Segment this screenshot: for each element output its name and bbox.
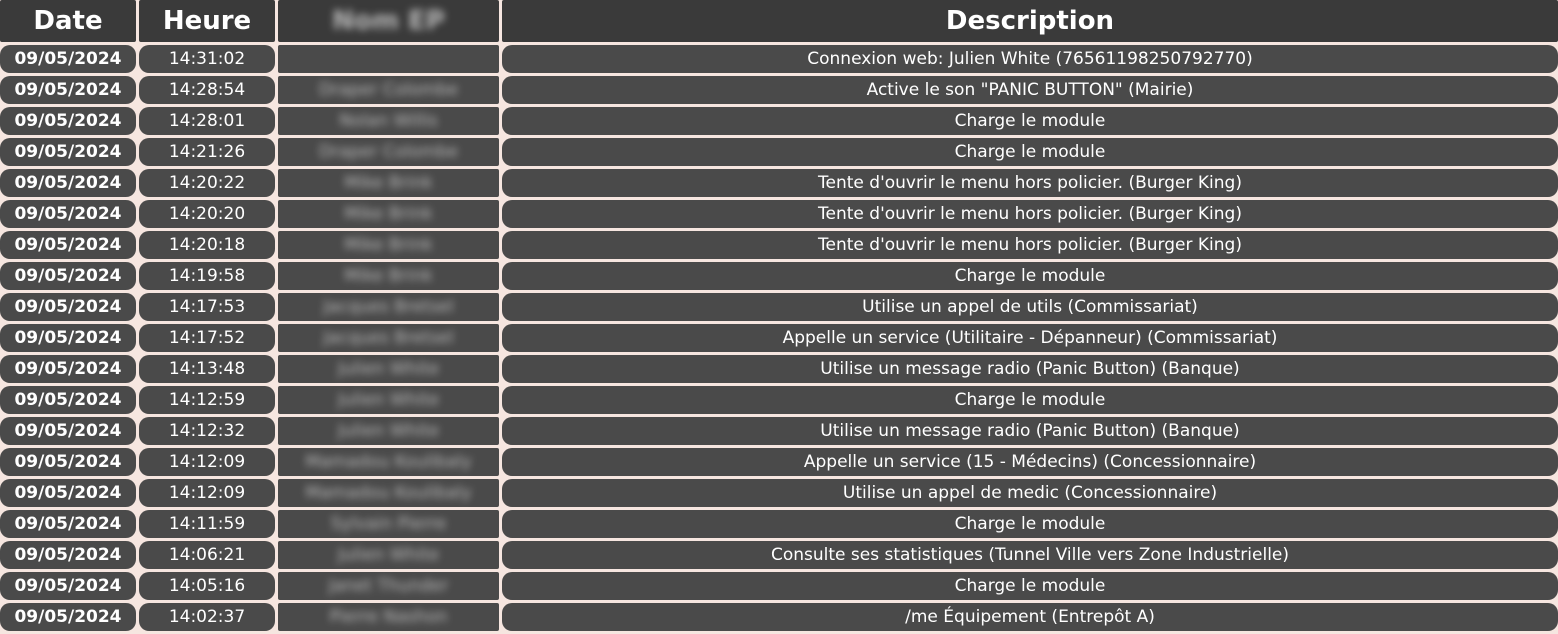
cell-name-redacted: Julien White <box>337 359 440 379</box>
cell-date: 09/05/2024 <box>0 76 136 104</box>
cell-description: Charge le module <box>502 510 1558 538</box>
cell-time: 14:12:59 <box>139 386 275 414</box>
cell-name <box>278 45 499 73</box>
table-row[interactable] <box>0 107 1558 135</box>
cell-time: 14:19:58 <box>139 262 275 290</box>
table-row[interactable] <box>0 169 1558 197</box>
table-row[interactable] <box>0 231 1558 259</box>
cell-name-redacted: Sylvain Pierre <box>330 514 447 534</box>
cell-description: Connexion web: Julien White (76561198250792770) <box>502 45 1558 73</box>
cell-description: Utilise un message radio (Panic Button) (Banque) <box>502 355 1558 383</box>
cell-name-redacted: Mamadou Koulibaly <box>305 483 472 503</box>
cell-description: Charge le module <box>502 138 1558 166</box>
cell-name <box>278 448 499 476</box>
cell-time: 14:28:01 <box>139 107 275 135</box>
cell-name <box>278 572 499 600</box>
cell-name-redacted: Julien White <box>337 421 440 441</box>
cell-date: 09/05/2024 <box>0 479 136 507</box>
cell-description: Appelle un service (Utilitaire - Dépanneur) (Commissariat) <box>502 324 1558 352</box>
cell-description: Utilise un appel de medic (Concessionnaire) <box>502 479 1558 507</box>
cell-date: 09/05/2024 <box>0 107 136 135</box>
cell-date: 09/05/2024 <box>0 45 136 73</box>
column-header-name-label: Nom EP <box>332 6 445 36</box>
column-header-date[interactable]: Date <box>0 0 136 42</box>
table-row[interactable] <box>0 262 1558 290</box>
cell-description: Tente d'ouvrir le menu hors policier. (Burger King) <box>502 231 1558 259</box>
cell-name <box>278 355 499 383</box>
table-row[interactable] <box>0 603 1558 631</box>
column-header-time[interactable]: Heure <box>139 0 275 42</box>
cell-name-redacted: Pierre Nashon <box>329 607 448 627</box>
table-row[interactable] <box>0 479 1558 507</box>
cell-name-redacted: Mamadou Koulibaly <box>305 452 472 472</box>
cell-time: 14:17:53 <box>139 293 275 321</box>
cell-date: 09/05/2024 <box>0 231 136 259</box>
cell-name <box>278 138 499 166</box>
cell-date: 09/05/2024 <box>0 262 136 290</box>
cell-time: 14:31:02 <box>139 45 275 73</box>
cell-time: 14:28:54 <box>139 76 275 104</box>
cell-name <box>278 293 499 321</box>
cell-description: Charge le module <box>502 262 1558 290</box>
cell-name <box>278 107 499 135</box>
table-row[interactable] <box>0 76 1558 104</box>
cell-date: 09/05/2024 <box>0 448 136 476</box>
cell-time: 14:12:32 <box>139 417 275 445</box>
cell-description: Utilise un message radio (Panic Button) (Banque) <box>502 417 1558 445</box>
cell-time: 14:12:09 <box>139 448 275 476</box>
cell-time: 14:20:20 <box>139 200 275 228</box>
cell-description: /me Équipement (Entrepôt A) <box>502 603 1558 631</box>
cell-name-redacted: Mike Brink <box>344 173 433 193</box>
cell-date: 09/05/2024 <box>0 200 136 228</box>
cell-description: Charge le module <box>502 572 1558 600</box>
table-row[interactable] <box>0 448 1558 476</box>
table-row[interactable] <box>0 138 1558 166</box>
table-row[interactable] <box>0 324 1558 352</box>
cell-time: 14:06:21 <box>139 541 275 569</box>
table-row[interactable] <box>0 417 1558 445</box>
cell-description: Utilise un appel de utils (Commissariat) <box>502 293 1558 321</box>
cell-description: Charge le module <box>502 107 1558 135</box>
cell-time: 14:21:26 <box>139 138 275 166</box>
cell-name <box>278 541 499 569</box>
cell-time: 14:20:18 <box>139 231 275 259</box>
cell-name <box>278 262 499 290</box>
cell-description: Tente d'ouvrir le menu hors policier. (Burger King) <box>502 169 1558 197</box>
column-header-name[interactable] <box>278 0 499 42</box>
cell-name <box>278 479 499 507</box>
cell-date: 09/05/2024 <box>0 603 136 631</box>
column-header-description[interactable]: Description <box>502 0 1558 42</box>
cell-name-redacted: Julien White <box>337 390 440 410</box>
cell-date: 09/05/2024 <box>0 293 136 321</box>
cell-name-redacted: Mike Brink <box>344 235 433 255</box>
cell-time: 14:05:16 <box>139 572 275 600</box>
cell-description: Consulte ses statistiques (Tunnel Ville vers Zone Industrielle) <box>502 541 1558 569</box>
cell-name-redacted: Nolan Willis <box>339 111 438 131</box>
cell-description: Active le son "PANIC BUTTON" (Mairie) <box>502 76 1558 104</box>
cell-date: 09/05/2024 <box>0 355 136 383</box>
cell-name-redacted: Jacques Bretsel <box>323 328 454 348</box>
table-header <box>0 0 1558 42</box>
cell-name-redacted: Janet Thunder <box>328 576 449 596</box>
cell-date: 09/05/2024 <box>0 572 136 600</box>
cell-time: 14:02:37 <box>139 603 275 631</box>
cell-date: 09/05/2024 <box>0 510 136 538</box>
table-row[interactable] <box>0 510 1558 538</box>
cell-date: 09/05/2024 <box>0 324 136 352</box>
cell-description: Tente d'ouvrir le menu hors policier. (Burger King) <box>502 200 1558 228</box>
cell-time: 14:20:22 <box>139 169 275 197</box>
cell-name-redacted: Mike Brink <box>344 204 433 224</box>
cell-name <box>278 231 499 259</box>
cell-date: 09/05/2024 <box>0 138 136 166</box>
cell-name <box>278 386 499 414</box>
cell-time: 14:12:09 <box>139 479 275 507</box>
cell-description: Charge le module <box>502 386 1558 414</box>
cell-name-redacted: Julien White <box>337 545 440 565</box>
table-row[interactable] <box>0 541 1558 569</box>
cell-date: 09/05/2024 <box>0 169 136 197</box>
cell-name-redacted: Draper Colombe <box>318 142 459 162</box>
table-row[interactable] <box>0 45 1558 73</box>
table-row[interactable] <box>0 293 1558 321</box>
cell-date: 09/05/2024 <box>0 541 136 569</box>
cell-name-redacted: Mike Brink <box>344 266 433 286</box>
table-row[interactable] <box>0 386 1558 414</box>
cell-name <box>278 76 499 104</box>
cell-name-redacted: Draper Colombe <box>318 80 459 100</box>
cell-name-redacted: Jacques Bretsel <box>323 297 454 317</box>
cell-name <box>278 324 499 352</box>
table-row[interactable] <box>0 355 1558 383</box>
cell-description: Appelle un service (15 - Médecins) (Concessionnaire) <box>502 448 1558 476</box>
cell-time: 14:13:48 <box>139 355 275 383</box>
cell-name <box>278 417 499 445</box>
cell-date: 09/05/2024 <box>0 417 136 445</box>
cell-date: 09/05/2024 <box>0 386 136 414</box>
cell-name <box>278 510 499 538</box>
cell-time: 14:17:52 <box>139 324 275 352</box>
cell-time: 14:11:59 <box>139 510 275 538</box>
table-row[interactable] <box>0 200 1558 228</box>
table-row[interactable] <box>0 572 1558 600</box>
cell-name <box>278 169 499 197</box>
cell-name <box>278 603 499 631</box>
cell-name <box>278 200 499 228</box>
